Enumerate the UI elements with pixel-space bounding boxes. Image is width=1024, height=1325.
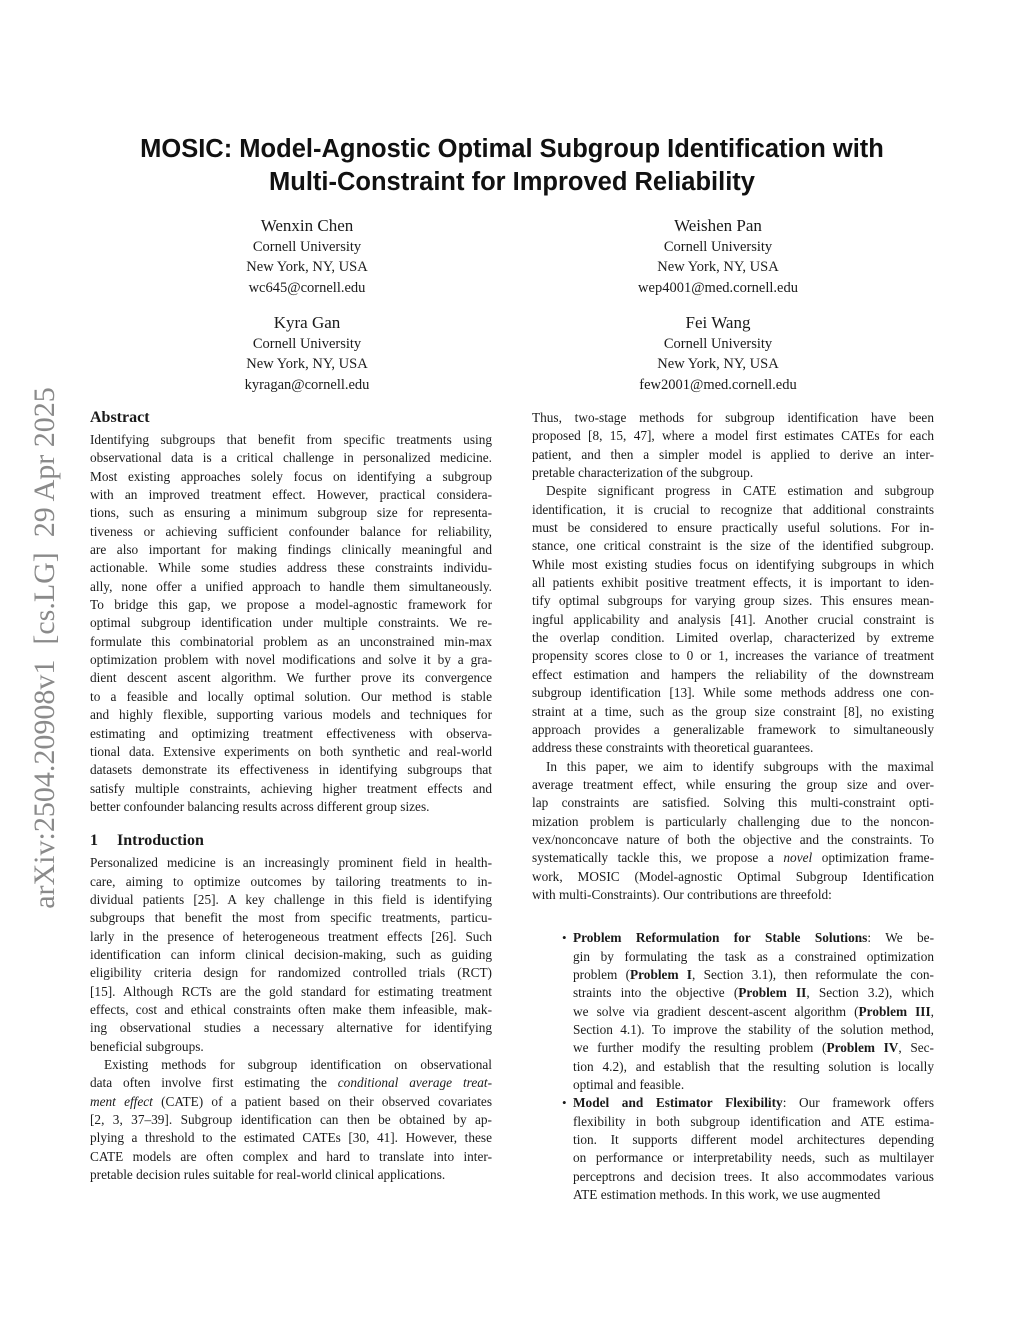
text-line: flexibility in both subgroup identification and ATE estima- bbox=[573, 1113, 934, 1129]
bullet-icon: • bbox=[562, 1095, 567, 1111]
text-line: beneficial subgroups. bbox=[90, 1038, 204, 1054]
text-line: vex/nonconcave nature of both the objective and the constraints. To bbox=[532, 831, 934, 847]
text-run: , bbox=[930, 1003, 934, 1019]
text-line bbox=[573, 1094, 934, 1112]
bold-text: Model and Estimator Flexibility bbox=[573, 1095, 783, 1111]
author-affiliation: Cornell University bbox=[252, 336, 362, 352]
text-line: approach provides a generalizable framework to simultaneously bbox=[532, 721, 934, 737]
text-line: ally, none offer a unified approach to handle them simultaneously. bbox=[90, 578, 492, 594]
text-line: optimal and feasible. bbox=[573, 1077, 685, 1093]
text-line: average treatment effect, while ensuring the group size and over- bbox=[532, 776, 934, 792]
bold-text: Problem III bbox=[858, 1003, 931, 1019]
text-run: : Our framework offers bbox=[782, 1095, 934, 1111]
text-line: gin by formulating the task as a constrained optimization bbox=[573, 948, 934, 964]
text-line: [2, 3, 37–39]. Subgroup identification can then be obtained by ap- bbox=[90, 1112, 492, 1128]
text-line: propensity scores close to 0 or 1, increases the variance of treatment bbox=[532, 648, 934, 664]
text-line bbox=[573, 1003, 934, 1021]
text-line: straint at a time, such as the group size constraint [8], no existing bbox=[532, 703, 934, 719]
section-title: Introduction bbox=[117, 832, 204, 850]
text-line: ing observational studies a necessary alternative for identifying bbox=[90, 1020, 492, 1036]
text-run: systematically tackle this, we propose a bbox=[532, 850, 784, 866]
text-line: While most existing studies focus on identifying subgroups in which bbox=[532, 556, 934, 572]
author-location: New York, NY, USA bbox=[246, 356, 368, 373]
text-line: satisfy multiple constraints, achieving higher treatment effects and bbox=[90, 780, 492, 796]
text-line: better confounder balancing results across different group sizes. bbox=[90, 798, 430, 814]
text-line bbox=[573, 1039, 934, 1057]
text-line: tiveness or achieving sufficient confounder balance for reliability, bbox=[90, 523, 492, 539]
text-line: on performance or interpretability needs, such as multilayer bbox=[573, 1150, 934, 1166]
text-line: identification can inform clinical decision-making, such as guiding bbox=[90, 946, 492, 962]
italic-text: conditional average treat- bbox=[337, 1075, 493, 1091]
bullet-icon: • bbox=[562, 930, 567, 946]
text-line: effect estimation and hampers the reliability of the downstream bbox=[532, 666, 934, 682]
text-line bbox=[532, 849, 934, 867]
text-line: care, aiming to optimize outcomes by tailoring treatments to in- bbox=[90, 873, 492, 889]
text-line: stance, one critical constraint is the size of the identified subgroup. bbox=[532, 538, 934, 554]
text-line: actionable. While some studies address these constraints individu- bbox=[90, 560, 492, 576]
bullet-item bbox=[532, 929, 934, 1094]
text-line: observational data is a critical challenge in personalized medicine. bbox=[90, 450, 492, 466]
text-line: Despite significant progress in CATE estimation and subgroup bbox=[546, 483, 934, 499]
text-line: Most existing approaches solely focus on identifying a subgroup bbox=[90, 468, 492, 484]
text-line: Thus, two-stage methods for subgroup identification have been bbox=[532, 410, 934, 425]
text-run: data often involve first estimating the bbox=[90, 1075, 338, 1091]
bold-text: Problem Reformulation for Stable Solutions bbox=[573, 930, 868, 946]
paper-title-line-2: Multi-Constraint for Improved Reliability bbox=[269, 168, 755, 196]
section-number: 1 bbox=[90, 832, 98, 850]
section-heading bbox=[90, 407, 492, 429]
italic-text: novel bbox=[783, 850, 813, 866]
text-line: with an improved treatment effect. However, practical considera- bbox=[90, 487, 492, 503]
text-line: are also important for making findings clinically meaningful and bbox=[90, 542, 492, 558]
text-line: the overlap condition. Limited overlap, characterized by extreme bbox=[532, 630, 934, 646]
author-location: New York, NY, USA bbox=[246, 259, 368, 276]
text-line: Identifying subgroups that benefit from specific treatments using bbox=[90, 432, 492, 447]
author-location: New York, NY, USA bbox=[657, 356, 779, 373]
text-line: ATE estimation methods. In this work, we use augmented bbox=[573, 1187, 881, 1203]
text-run: (CATE) of a patient based on their observed covariates bbox=[152, 1093, 493, 1109]
text-line: tions, such as ensuring a minimum subgroup size for representa- bbox=[90, 505, 492, 521]
text-line: datasets demonstrate its effectiveness in identifying subgroups that bbox=[90, 762, 492, 778]
text-line bbox=[90, 1074, 492, 1092]
text-line bbox=[573, 966, 934, 984]
text-line: dient descent ascent algorithm. We further prove its convergence bbox=[90, 670, 492, 686]
paragraph bbox=[90, 1056, 492, 1184]
text-line: ingful applicability and analysis [41]. Another crucial constraint is bbox=[532, 611, 934, 627]
text-line bbox=[573, 929, 934, 947]
text-line: optimization problem with novel modifications and solve it by a gra- bbox=[90, 652, 492, 668]
author-name: Wenxin Chen bbox=[260, 216, 354, 235]
text-line: tion 4.2), and establish that the resulting solution is locally bbox=[573, 1058, 934, 1074]
author-name: Fei Wang bbox=[685, 313, 751, 332]
section-title: Abstract bbox=[90, 409, 150, 426]
spacer bbox=[90, 816, 492, 830]
author-block bbox=[157, 215, 457, 298]
text-line: address these constraints with theoretical guarantees. bbox=[532, 740, 814, 756]
text-line: tion. It supports different model architectures depending bbox=[573, 1132, 934, 1148]
author-name: Kyra Gan bbox=[273, 313, 341, 332]
paragraph bbox=[90, 431, 492, 816]
author-email[interactable]: wep4001@med.cornell.edu bbox=[638, 279, 798, 296]
paper-title-line-1: MOSIC: Model-Agnostic Optimal Subgroup Identification with bbox=[140, 135, 884, 163]
paragraph bbox=[532, 482, 934, 757]
text-line: effects, cost and ethical constraints often make them infeasible, mak- bbox=[90, 1001, 492, 1017]
text-line: larly in the presence of heterogeneous treatment effects [26]. Such bbox=[90, 928, 492, 944]
author-name: Weishen Pan bbox=[674, 216, 762, 235]
text-line: To bridge this gap, we propose a model-agnostic framework for bbox=[90, 597, 492, 613]
author-location: New York, NY, USA bbox=[657, 259, 779, 276]
text-line: dividual patients [25]. A key challenge in this field is identifying bbox=[90, 891, 492, 907]
right-column bbox=[532, 409, 934, 1204]
text-run: straints into the objective ( bbox=[573, 985, 739, 1001]
text-line: [15]. Although RCTs are the gold standard for estimating treatment bbox=[90, 983, 492, 999]
text-run: problem ( bbox=[573, 966, 631, 982]
text-line: Personalized medicine is an increasingly prominent field in health- bbox=[90, 855, 492, 871]
text-line: In this paper, we aim to identify subgroups with the maximal bbox=[546, 758, 934, 774]
text-line: pretable characterization of the subgroup. bbox=[532, 465, 754, 481]
text-run: , Section 3.1), then reformulate the con- bbox=[691, 966, 934, 982]
text-line bbox=[573, 984, 934, 1002]
text-run: , Section 3.2), which bbox=[806, 985, 934, 1001]
author-email[interactable]: wc645@cornell.edu bbox=[248, 279, 366, 296]
text-line: Existing methods for subgroup identification on observational bbox=[104, 1057, 492, 1072]
text-line: proposed [8, 15, 47], where a model first estimates CATEs for each bbox=[532, 428, 934, 444]
text-run: , Sec- bbox=[898, 1040, 934, 1056]
author-block bbox=[157, 312, 457, 395]
text-run: : We be- bbox=[867, 930, 935, 946]
text-run: we solve via gradient descent-ascent algorithm ( bbox=[573, 1003, 859, 1019]
paragraph bbox=[532, 409, 934, 482]
text-line bbox=[90, 1093, 492, 1111]
text-line: estimating and optimizing treatment effectiveness with observa- bbox=[90, 725, 492, 741]
author-block bbox=[568, 312, 868, 395]
text-line: pretable decision rules suitable for real-world clinical applications. bbox=[90, 1167, 446, 1183]
text-line: identification, it is crucial to recognize that additional constraints bbox=[532, 501, 934, 517]
author-affiliation: Cornell University bbox=[663, 336, 773, 352]
text-line: lap constraints are satisfied. Solving this multi-constraint opti- bbox=[532, 795, 934, 811]
text-line: CATE models are often complex and hard to translate into inter- bbox=[90, 1148, 492, 1164]
text-line: patient, and then a simpler model is applied to derive an inter- bbox=[532, 446, 934, 462]
section-heading bbox=[90, 830, 492, 852]
author-email[interactable]: few2001@med.cornell.edu bbox=[639, 376, 797, 393]
italic-text: ment effect bbox=[90, 1093, 153, 1109]
bullet-item bbox=[532, 1094, 934, 1204]
text-line: and highly flexible, supporting various models and techniques for bbox=[90, 707, 492, 723]
text-line: with multi-Constraints). Our contributions are threefold: bbox=[532, 886, 832, 902]
author-email[interactable]: kyragan@cornell.edu bbox=[244, 376, 370, 393]
bold-text: Problem IV bbox=[826, 1040, 899, 1056]
text-line: subgroup identification [13]. While some methods address one con- bbox=[532, 685, 934, 701]
text-line: plying a threshold to the estimated CATEs [30, 41]. However, these bbox=[90, 1130, 492, 1146]
text-line: optimal subgroup identification under multiple constraints. We re- bbox=[90, 615, 492, 631]
text-line: formulate this combinatorial problem as an unconstrained min-max bbox=[90, 633, 492, 649]
text-line: tional data. Extensive experiments on both synthetic and real-world bbox=[90, 743, 492, 759]
spacer bbox=[532, 904, 934, 929]
text-line: work, MOSIC (Model-agnostic Optimal Subgroup Identification bbox=[532, 868, 934, 884]
author-affiliation: Cornell University bbox=[663, 239, 773, 255]
text-line: to a feasible and locally optimal solution. Our method is stable bbox=[90, 688, 492, 704]
text-run: optimization frame- bbox=[812, 850, 935, 866]
bold-text: Problem I bbox=[630, 966, 692, 982]
text-run: we further modify the resulting problem ( bbox=[573, 1040, 827, 1056]
left-column bbox=[90, 407, 492, 1184]
arxiv-identifier: arXiv:2504.20908v1 [cs.LG] 29 Apr 2025 bbox=[28, 387, 61, 909]
text-line: Section 4.1). To improve the stability of the solution method, bbox=[573, 1022, 934, 1037]
text-line: all patients exhibit positive treatment effects, it is important to iden- bbox=[532, 575, 934, 591]
text-line: tify optimal subgroups for varying group sizes. This ensures mean- bbox=[532, 593, 934, 609]
paragraph bbox=[90, 854, 492, 1056]
author-block bbox=[568, 215, 868, 298]
paragraph bbox=[532, 758, 934, 905]
text-line: mization problem is particularly challenging due to the noncon- bbox=[532, 813, 934, 829]
text-line: subgroups that benefit the most from specific treatments, particu- bbox=[90, 910, 492, 926]
text-line: eligibility criteria design for randomized controlled trials (RCT) bbox=[90, 965, 492, 981]
bold-text: Problem II bbox=[738, 985, 807, 1001]
text-line: must be considered to ensure practically useful solutions. For in- bbox=[532, 520, 934, 536]
text-line: perceptrons and decision trees. It also accommodates various bbox=[573, 1168, 934, 1184]
author-affiliation: Cornell University bbox=[252, 239, 362, 255]
